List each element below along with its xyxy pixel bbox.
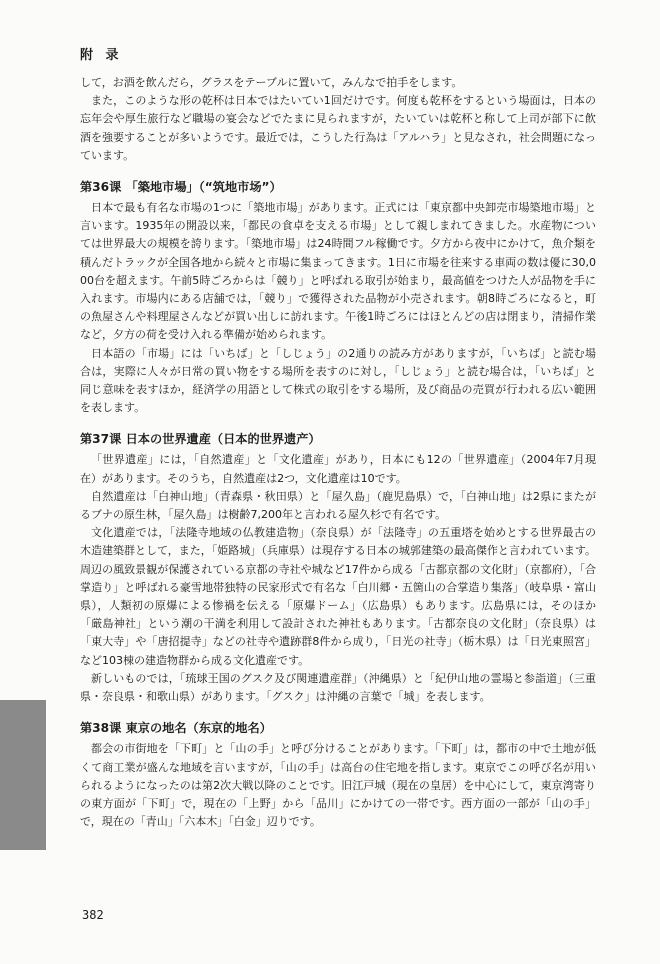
section-header: 附 录 — [80, 48, 123, 63]
appendix-edge-tab — [0, 700, 46, 850]
lesson-36-paragraph-1: 日本で最も有名な市場の1つに「築地市場」があります。正式には「東京都中央卸売市場築地市場」と言います。1935年の開設以来，「都民の食卓を支える市場」として親しまれてきました。水産物については世界最大の規模を誇ります。「築地市場」は24時間フル稼働です。夕方から夜中にかけて，魚介類を積んだトラックが全国各地から続々と市場に集まってきます。1日に市場を往来する車両の数は優に30,000台を超えます。午前5時ごろからは「競り」と呼ばれる取引が始まり，最高値をつけた人が品物を手に入れます。市場内にある店舗では，「競り」で獲得された品物が小売されます。朝8時ごろになると，町の魚屋さんや料理屋さんなどが買い出しに訪れます。午後1時ごろにはほとんどの店は閉まり，清掃作業など，夕方の荷を受け入れる準備が始められます。 — [80, 201, 596, 342]
lesson-38-title: 第38课 東京の地名（东京的地名） — [80, 721, 272, 736]
lesson-37-paragraph-2: 自然遺産は「白神山地」（青森県・秋田県）と「屋久島」（鹿児島県）で，「白神山地」は2県にまたがるブナの原生林，「屋久島」は樹齢7,200年と言われる屋久杉で有名です。 — [80, 489, 596, 522]
lesson-37-paragraph-3: 文化遺産では，「法隆寺地域の仏教建造物」（奈良県）が「法隆寺」の五重塔を始めとする世界最古の木造建築群として，また，「姫路城」（兵庫県）は現存する日本の城郭建築の最高傑作と言われています。周辺の風致景観が保護されている京都の寺社や城など17件から成る「古都京都の文化財」（京都府），「合掌造り」と呼ばれる豪雪地帯独特の民家形式で有名な「白川郷・五箇山の合掌造り集落」（岐阜県・富山県），人類初の原爆による惨禍を伝える「原爆ドーム」（広島県）もあります。広島県には，そのほか「厳島神社」という潮の干満を利用して設計された神社もあります。「古都奈良の文化財」（奈良県）は「東大寺」や「唐招提寺」などの社寺や遺跡群8件から成り，「日光の社寺」（栃木県）は「日光東照宮」など103棟の建造物群から成る文化遺産です。 — [80, 526, 596, 667]
lesson-38-paragraph-1: 都会の市街地を「下町」と「山の手」と呼び分けることがあります。「下町」は，都市の中で土地が低くて商工業が盛んな地域を言いますが，「山の手」は高台の住宅地を指します。東京でこの呼び名が用いられるようになったのは第2次大戦以降のことです。旧江戸城（現在の皇居）を中心にして，東京湾寄りの東方面が「下町」で，現在の「上野」から「品川」にかけての一帯です。西方面の一部が「山の手」で，現在の「青山」「六本木」「白金」辺りです。 — [80, 742, 596, 829]
lesson-36-paragraph-2: 日本語の「市場」には「いちば」と「しじょう」の2通りの読み方がありますが，「いちば」と読む場合は，実際に人々が日常の買い物をする場所を表すのに対し，「しじょう」と読む場合は，「いちば」と同じ意味を表すほか，経済学の用語として株式の取引をする場所，及び商品の売買が行われる広い範囲を表します。 — [80, 346, 596, 415]
lesson-37-paragraph-4: 新しいものでは，「琉球王国のグスク及び関連遺産群」（沖縄県）と「紀伊山地の霊場と参詣道」（三重県・奈良県・和歌山県）があります。「グスク」は沖縄の言葉で「城」を表します。 — [80, 671, 596, 704]
opening-paragraph-1: して，お酒を飲んだら，グラスをテーブルに置いて，みんなで拍手をします。 — [80, 76, 463, 89]
opening-paragraph-2: また，このような形の乾杯は日本ではたいてい1回だけです。何度も乾杯をするという場面は，日本の忘年会や厚生旅行など職場の宴会などでたまに見られますが，たいていは乾杯と称して上司が部下に飲酒を強要することが多いようです。最近では，こうした行為は「アルハラ」と見なされ，社会問題になっています。 — [80, 94, 596, 162]
lesson-37-title: 第37课 日本の世界遺産（日本的世界遗产） — [80, 432, 321, 447]
lesson-37-paragraph-1: 「世界遺産」には，「自然遺産」と「文化遺産」があり，日本にも12の「世界遺産」（2004年7月現在）があります。そのうち，自然遺産は2つ，文化遺産は10です。 — [80, 453, 596, 485]
page-number: 382 — [82, 908, 104, 922]
lesson-36-title: 第36课 「築地市場」（“筑地市场”） — [80, 180, 282, 195]
page-content — [80, 74, 596, 831]
